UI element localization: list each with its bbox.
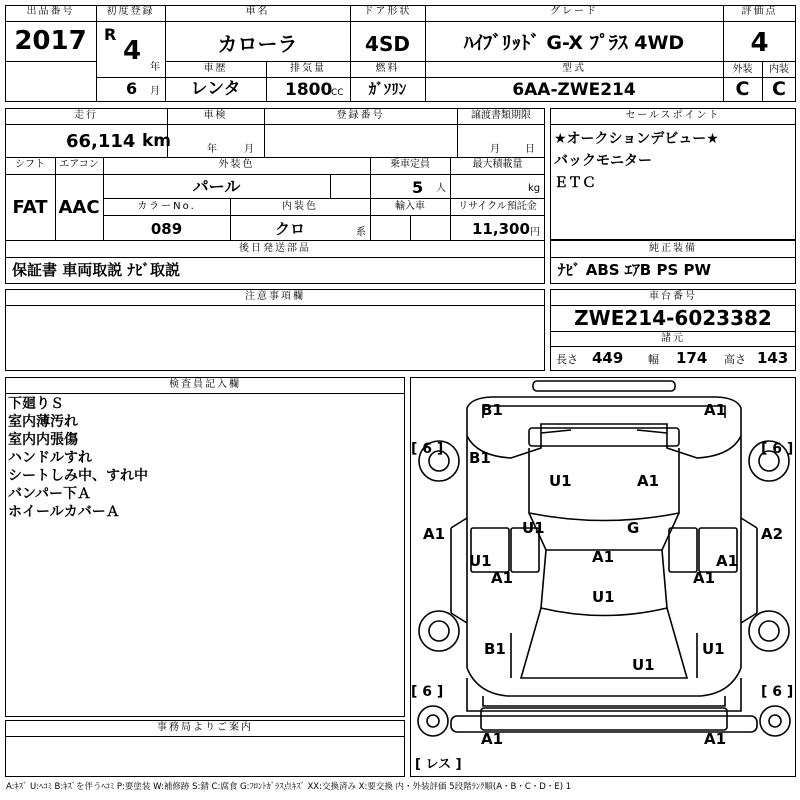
color-no-value: 089 xyxy=(150,220,183,238)
inspector-note: 下廻りＳ xyxy=(8,396,64,412)
mark-door-fl: A1 xyxy=(423,525,446,543)
recycle-unit: 円 xyxy=(530,227,540,238)
height-value: 143 xyxy=(757,349,789,367)
inspector-note: バンパー下Ａ xyxy=(8,486,92,502)
displacement-unit: CC xyxy=(331,88,344,98)
grade-label: グレード xyxy=(550,6,598,17)
model-label: 型式 xyxy=(562,63,586,74)
import-label: 輸入車 xyxy=(395,201,425,212)
mileage-unit: km xyxy=(142,131,172,151)
inspector-note: ハンドルすれ xyxy=(8,450,92,466)
grade-value: ﾊｲﾌﾞﾘｯﾄﾞ G-X ﾌﾟﾗｽ 4WD xyxy=(463,32,685,54)
mark-tire-fr: [ 6 ] xyxy=(761,441,794,457)
interior-label: 内装 xyxy=(769,64,789,75)
transfer-label: 譲渡書類期限 xyxy=(471,110,531,121)
model-value: 6AA-ZWE214 xyxy=(512,80,636,100)
first-reg-label: 初度登録 xyxy=(106,6,155,17)
sales-label: セールスポイント xyxy=(625,110,721,121)
ext-color-value: パール xyxy=(192,177,241,196)
office-label: 事務局よりご案内 xyxy=(157,722,253,733)
era-mark: R xyxy=(104,25,117,44)
mark-rear-fender-left: B1 xyxy=(484,640,506,658)
width-value: 174 xyxy=(676,349,708,367)
inspection-month-unit: 月 xyxy=(244,144,254,155)
length-value: 449 xyxy=(592,349,624,367)
month-unit: 月 xyxy=(150,86,160,97)
spec-label: 諸元 xyxy=(661,333,685,344)
mark-hood-left: U1 xyxy=(549,472,572,490)
regno-label: 登録番号 xyxy=(336,110,385,121)
history-value: レンタ xyxy=(190,79,241,99)
mark-tire-rr: [ 6 ] xyxy=(761,684,794,700)
lot-number: 2017 xyxy=(14,26,87,56)
inspector-note: ホイールカバーＡ xyxy=(8,504,120,520)
ac-value: AAC xyxy=(58,197,100,218)
legend: A:ｷｽﾞ U:ﾍｺﾐ B:ｷｽﾞを伴うﾍｺﾐ P:要塗装 W:補修跡 S:錆 C:腐食 G:ﾌﾛﾝﾄｶﾞﾗｽ点ｷｽﾞ XX:交換済み X:要交換 内・外装評価 5段階ﾗﾝｸ順(A・B・C・D・E) 1 xyxy=(6,782,572,792)
sales-item: ★オークションデビュー★ xyxy=(554,131,719,147)
equipment-value: ﾅﾋﾞ ABS ｴｱB PS PW xyxy=(558,261,712,279)
year-unit: 年 xyxy=(150,62,160,73)
mark-hood-right: A1 xyxy=(637,472,660,490)
sales-item: バックモニター xyxy=(554,153,652,169)
mark-glass: G xyxy=(627,519,640,537)
inspection-label: 車検 xyxy=(203,110,228,121)
reg-year: 4 xyxy=(123,36,142,66)
mark-roof: A1 xyxy=(592,548,615,566)
mark-door-right-a1: A1 xyxy=(716,552,739,570)
chassis-label: 車台番号 xyxy=(649,291,697,302)
capacity-value: 5 xyxy=(412,178,424,197)
transfer-day-unit: 日 xyxy=(525,144,535,155)
mark-rear-fender-right: U1 xyxy=(702,640,725,658)
mark-rear-right: A1 xyxy=(704,730,727,748)
door-type: 4SD xyxy=(365,32,410,56)
displacement-value: 1800 xyxy=(285,80,333,100)
transfer-month-unit: 月 xyxy=(490,144,500,155)
mark-door-left-u: U1 xyxy=(469,552,492,570)
interior-grade: C xyxy=(772,78,786,100)
height-label: 高さ xyxy=(724,353,746,366)
displacement-label: 排気量 xyxy=(290,63,326,74)
mark-door-right-a2: A1 xyxy=(693,569,716,587)
mark-front-left: B1 xyxy=(481,401,503,419)
inspector-note: 室内内張傷 xyxy=(8,432,78,448)
mark-fender-fl: B1 xyxy=(469,449,491,467)
damage-diagram xyxy=(410,377,796,777)
later-parts-label: 後日発送部品 xyxy=(239,243,311,254)
lot-label: 出品番号 xyxy=(26,6,75,17)
car-name: カローラ xyxy=(217,32,298,56)
chassis-number: ZWE214-6023382 xyxy=(574,306,772,330)
mileage-label: 走行 xyxy=(74,110,98,121)
ext-color-label: 外装色 xyxy=(218,159,255,170)
ac-label: エアコン xyxy=(59,159,99,170)
shift-value: FAT xyxy=(12,197,48,218)
fuel-value: ｶﾞｿﾘﾝ xyxy=(368,80,407,98)
load-label: 最大積載量 xyxy=(472,159,523,170)
score-value: 4 xyxy=(750,28,769,58)
mark-door-left-a: A1 xyxy=(491,569,514,587)
mileage-value: 66,114 xyxy=(66,131,136,152)
color-no-label: カラーNo. xyxy=(137,201,196,212)
inspector-label: 検査員記入欄 xyxy=(169,379,241,390)
mark-door-fr: A2 xyxy=(761,525,784,543)
length-label: 長さ xyxy=(556,353,578,366)
width-label: 幅 xyxy=(648,353,659,366)
load-unit: kg xyxy=(528,183,541,194)
mark-front-right: A1 xyxy=(704,401,727,419)
exterior-label: 外装 xyxy=(732,64,753,75)
car-outline xyxy=(411,378,797,778)
inspector-note: 室内薄汚れ xyxy=(8,414,78,430)
sales-item: ＥＴＣ xyxy=(554,175,596,191)
later-parts-value: 保証書 車両取説 ﾅﾋﾞ取説 xyxy=(12,261,180,279)
reg-month: 6 xyxy=(126,79,138,98)
mark-pillar: U1 xyxy=(522,519,545,537)
fuel-label: 燃料 xyxy=(375,63,400,74)
inspection-year-unit: 年 xyxy=(207,144,217,155)
name-label: 車名 xyxy=(245,6,270,17)
int-color-unit: 系 xyxy=(356,227,366,238)
shift-label: シフト xyxy=(15,159,45,170)
mark-tire-rl: [ 6 ] xyxy=(411,684,444,700)
exterior-grade: C xyxy=(735,78,750,100)
mark-rear-left: A1 xyxy=(481,730,504,748)
equipment-label: 純正装備 xyxy=(649,243,697,254)
recycle-label: リサイクル預託金 xyxy=(458,201,537,212)
mark-tire-fl: [ 6 ] xyxy=(411,441,444,457)
mark-trunk: U1 xyxy=(632,656,655,674)
recycle-value: 11,300 xyxy=(472,220,530,238)
capacity-unit: 人 xyxy=(436,183,446,194)
inspector-note: シートしみ中、すれ中 xyxy=(8,468,148,484)
notes-label: 注意事項欄 xyxy=(245,291,305,302)
capacity-label: 乗車定員 xyxy=(390,159,430,170)
mark-roof-u: U1 xyxy=(592,588,615,606)
int-color-value: クロ xyxy=(274,220,305,238)
door-label: ドア形状 xyxy=(363,6,412,17)
score-label: 評価点 xyxy=(741,6,778,17)
mark-spare-tire: [ レス ] xyxy=(415,757,462,772)
int-color-label: 内装色 xyxy=(282,201,318,212)
history-label: 車歴 xyxy=(203,63,228,74)
sales-points-block xyxy=(550,108,796,240)
